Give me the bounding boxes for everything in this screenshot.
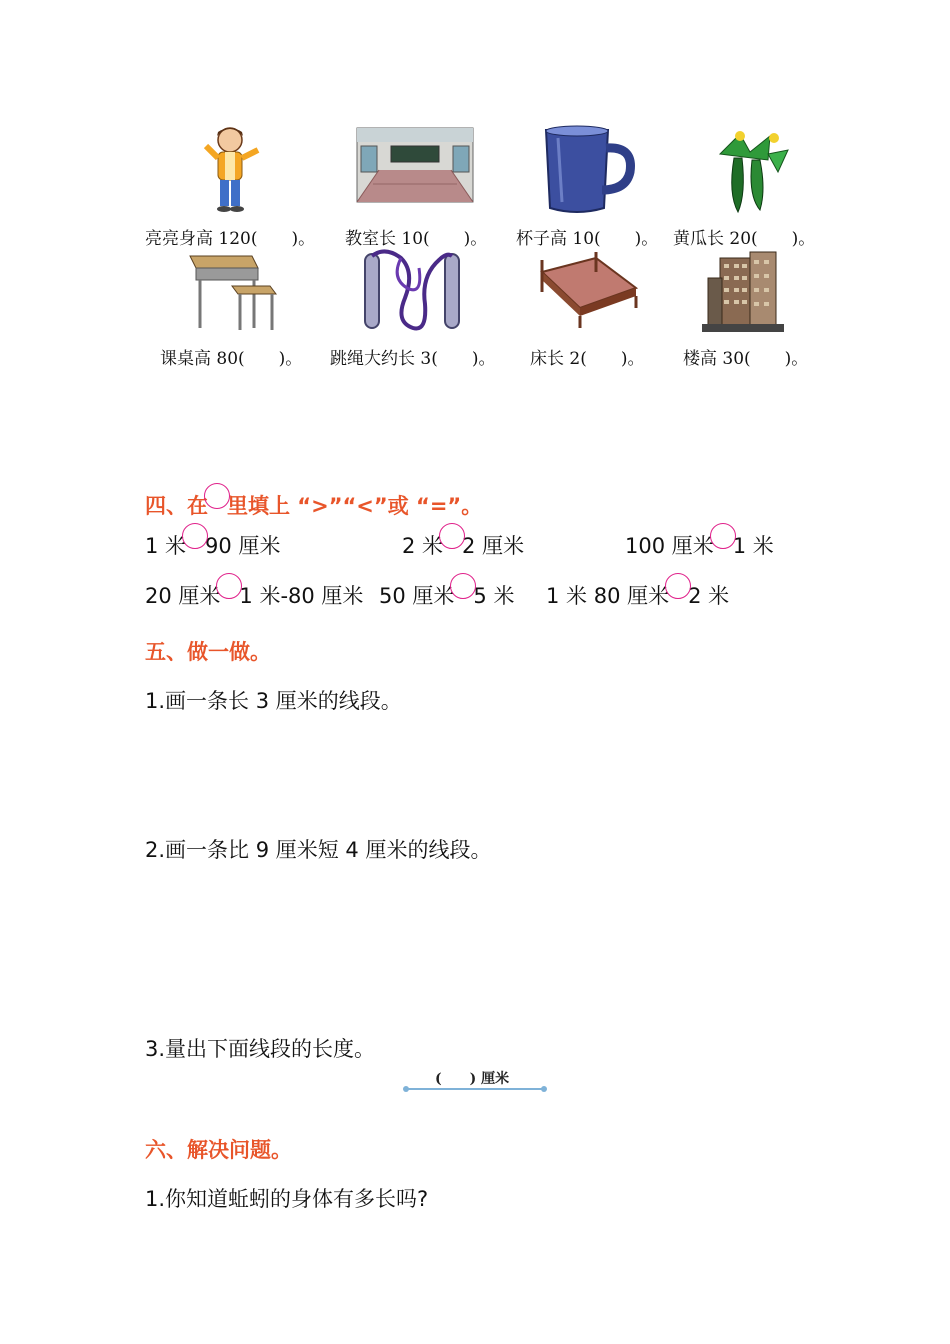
- section6-title: 六、解决问题。: [145, 1138, 292, 1162]
- section5-q3: 3.量出下面线段的长度。: [145, 1037, 376, 1061]
- section5-q2: 2.画一条比 9 厘米短 4 厘米的线段。: [145, 838, 492, 862]
- boy-icon: [170, 122, 290, 214]
- cucumber-icon: [690, 124, 810, 216]
- caption-bed: 床长 2( )。: [530, 349, 645, 369]
- section6-q1: 1.你知道蚯蚓的身体有多长吗?: [145, 1187, 429, 1211]
- caption-boy: 亮亮身高 120( )。: [145, 229, 316, 249]
- jump-rope-icon: [355, 248, 475, 334]
- building-icon: [698, 248, 818, 334]
- section5-title: 五、做一做。: [145, 640, 271, 664]
- caption-cucumber: 黄瓜长 20( )。: [673, 229, 816, 249]
- cup-icon: [532, 124, 652, 216]
- compare-circle-3[interactable]: [710, 523, 736, 549]
- circle-icon: [204, 483, 230, 509]
- compare-circle-1[interactable]: [182, 523, 208, 549]
- caption-desk: 课桌高 80( )。: [160, 349, 303, 369]
- caption-jump-rope: 跳绳大约长 3( )。: [330, 349, 496, 369]
- measure-segment: [406, 1088, 544, 1090]
- classroom-icon: [355, 126, 475, 204]
- compare-1: 1 米 90 厘米: [145, 530, 280, 560]
- desk-icon: [180, 248, 300, 334]
- compare-3: 100 厘米 1 米: [625, 530, 774, 560]
- compare-5: 50 厘米 5 米: [379, 580, 514, 610]
- compare-circle-6[interactable]: [665, 573, 691, 599]
- measure-label: ( ) 厘米: [435, 1071, 510, 1087]
- compare-circle-2[interactable]: [439, 523, 465, 549]
- caption-classroom: 教室长 10( )。: [345, 229, 488, 249]
- caption-building: 楼高 30( )。: [683, 349, 809, 369]
- compare-6: 1 米 80 厘米 2 米: [546, 580, 729, 610]
- section4-title: 四、在 里填上 “>”“<”或 “=”。: [145, 490, 482, 520]
- compare-2: 2 米 2 厘米: [402, 530, 524, 560]
- compare-4: 20 厘米 1 米-80 厘米: [145, 580, 363, 610]
- section5-q1: 1.画一条长 3 厘米的线段。: [145, 689, 402, 713]
- bed-icon: [532, 252, 652, 332]
- caption-cup: 杯子高 10( )。: [516, 229, 659, 249]
